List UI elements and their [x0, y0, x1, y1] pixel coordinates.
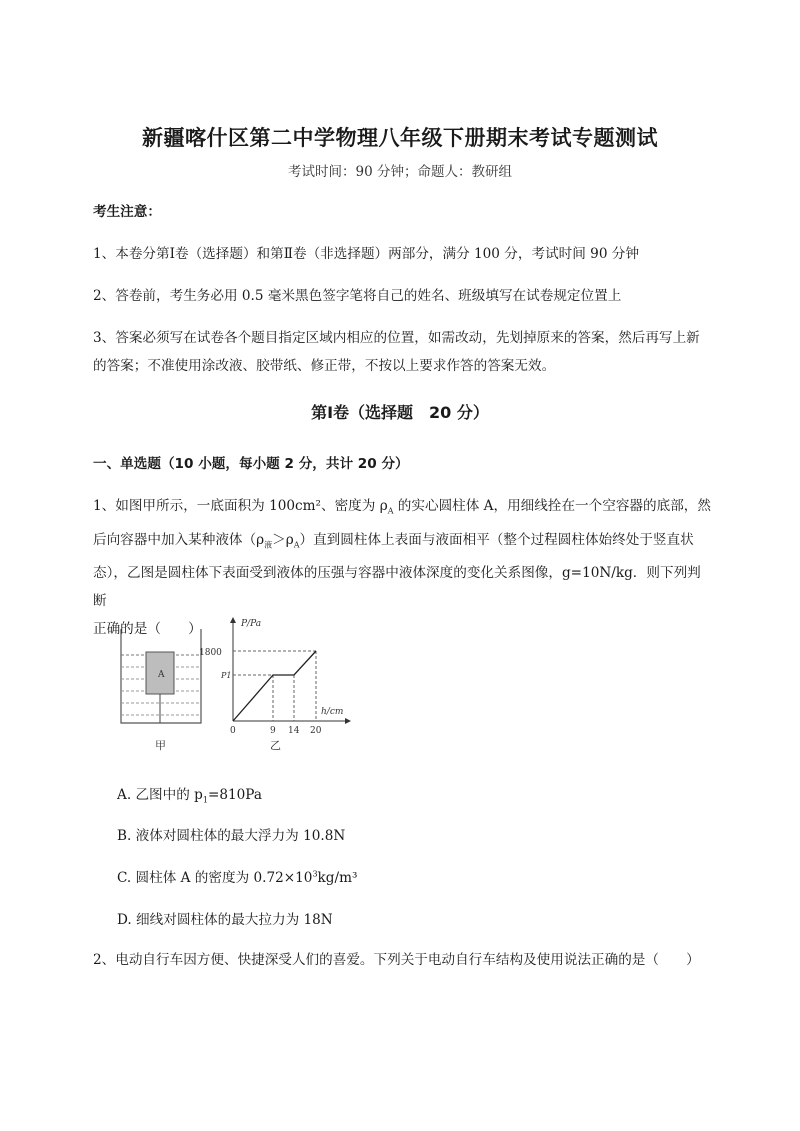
- option-c[interactable]: C. 圆柱体 A 的密度为 $0.72\times 10^3kg/m^3$: [117, 869, 358, 886]
- x-axis-label: h/cm: [321, 707, 344, 717]
- pressure-curve: [233, 651, 316, 721]
- caption-jia: 甲: [155, 739, 166, 752]
- x-tick-0: 0: [230, 726, 236, 736]
- note-item-1: 1、本卷分第Ⅰ卷（选择题）和第Ⅱ卷（非选择题）两部分，满分 100 分，考试时间 90 分钟: [93, 246, 639, 262]
- question-1-figure: [113, 615, 363, 759]
- figure-svg: [113, 615, 363, 755]
- section-title: 第Ⅰ卷（选择题 20 分）: [311, 403, 489, 422]
- x-tick-14: 14: [288, 726, 300, 736]
- cylinder-label: A: [158, 670, 165, 680]
- part-heading: 一、单选题（10 小题，每小题 2 分，共计 20 分）: [93, 456, 409, 472]
- caption-yi: 乙: [270, 739, 281, 752]
- question-1-stem: 1、如图甲所示，一底面积为 100cm²、密度为 $\rho_A$ 的实心圆柱体 A，用细线拴在一个空容器的底部，然 后向容器中加入某种液体$(\rho_液>\rho_A)$直到圆柱体上表面与液面相平（整个过程圆柱体始终处于竖直状 态），乙图是圆柱体下表面受到液体的压强与容器中液体深度的变化关系图像，g=10N/kg．则下列判断 正确的是（ ）: [93, 498, 711, 638]
- exam-title: 新疆喀什区第二中学物理八年级下册期末考试专题测试: [142, 126, 658, 150]
- note-item-3: 3、答案必须写在试卷各个题目指定区域内相应的位置，如需改动，先划掉原来的答案，然后再写上新的答案；不准使用涂改液、胶带纸、修正带，不按以上要求作答的答案无效。: [93, 330, 700, 374]
- option-a[interactable]: A. 乙图中的 $p_1=810Pa$: [117, 787, 262, 805]
- y-tick-p1: P1: [221, 671, 232, 680]
- x-tick-9: 9: [270, 726, 276, 736]
- option-b[interactable]: B. 液体对圆柱体的最大浮力为 10.8N: [117, 828, 346, 844]
- x-tick-20: 20: [310, 726, 322, 736]
- y-axis-label: P/Pa: [241, 619, 262, 629]
- notes-heading: 考生注意：: [93, 204, 161, 220]
- note-item-2: 2、答卷前，考生务必用 0.5 毫米黑色签字笔将自己的姓名、班级填写在试卷规定位置上: [93, 288, 622, 304]
- pressure-graph: [199, 617, 351, 752]
- option-d[interactable]: D. 细线对圆柱体的最大拉力为 18N: [117, 912, 333, 928]
- exam-subtitle: 考试时间：90 分钟；命题人：教研组: [288, 164, 512, 180]
- question-2-stem: 2、电动自行车因方便、快捷深受人们的喜爱。下列关于电动自行车结构及使用说法正确的是（ ）: [93, 952, 700, 968]
- beaker-diagram: [121, 629, 201, 752]
- y-tick-1800: 1800: [199, 648, 222, 658]
